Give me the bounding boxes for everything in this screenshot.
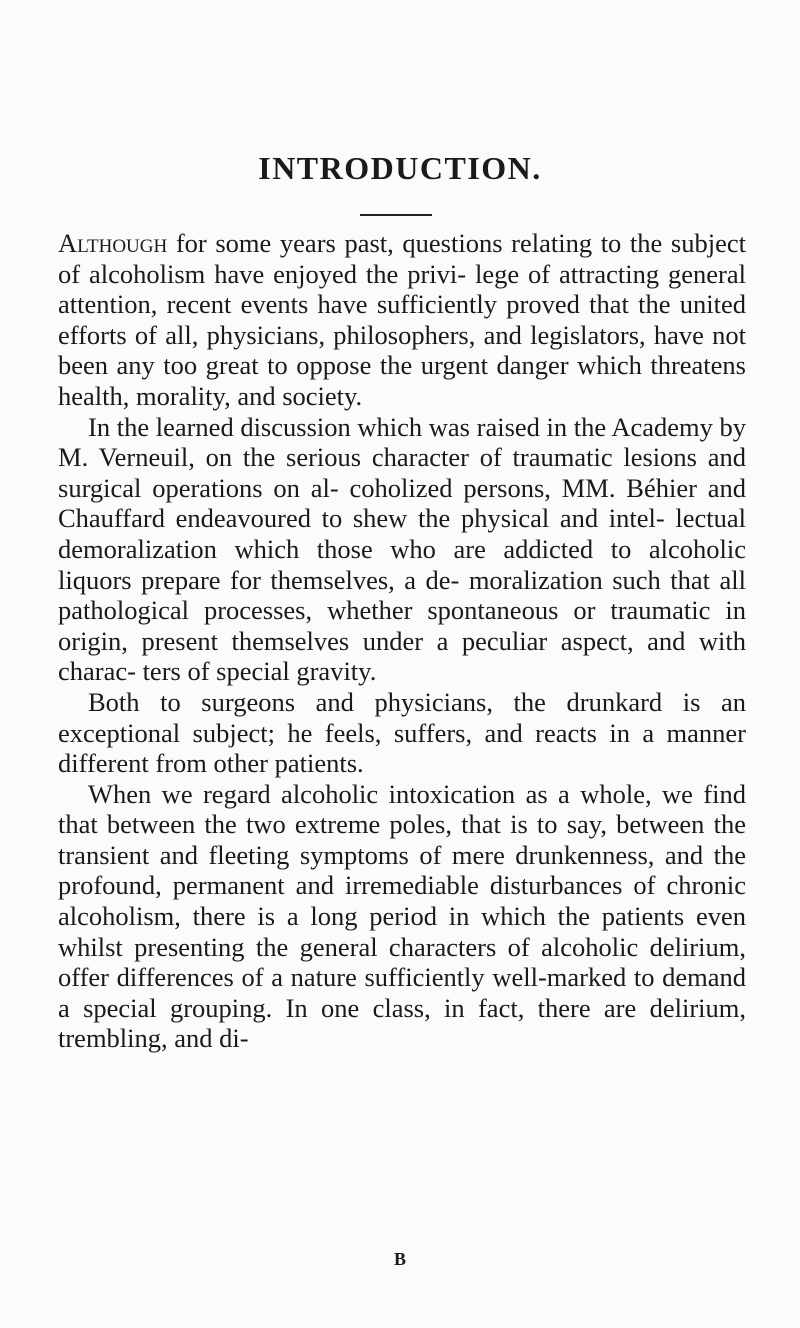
body-text [58, 228, 746, 1054]
paragraph-1-text: for some years past, questions relating to the subject of alcoholism have enjoyed the privi- lege of attracting general attention, recent events have sufficiently proved that the united efforts of all, physicians, philosophers, and legislators, have not been any too great to oppose the urgent danger which threatens health, morality, and society. [58, 228, 746, 411]
paragraph-4: When we regard alcoholic intoxication as a whole, we find that between the two extreme poles, that is to say, between the transient and fleeting symptoms of mere drunkenness, and the profound, permanent and irremediable disturbances of chronic alcoholism, there is a long period in which the patients even whilst presenting the general characters of alcoholic delirium, offer differences of a nature sufficiently well-marked to demand a special grouping. In one class, in fact, there are delirium, trembling, and di- [58, 778, 746, 1054]
paragraph-1 [58, 228, 746, 412]
paragraph-1-lead: Although [58, 228, 168, 258]
page-title: INTRODUCTION. [258, 150, 542, 186]
paragraph-2: In the learned discussion which was raised in the Academy by M. Verneuil, on the serious character of traumatic lesions and surgical operations on al- coholized persons, MM. Béhier and Chauffard endeavoured to shew the physical and intel- lectual demoralization which those who are addicted to alcoholic liquors prepare for themselves, a de- moralization such that all pathological processes, whether spontaneous or traumatic in origin, present themselves under a peculiar aspect, and with charac- ters of special gravity. [58, 411, 746, 687]
title-rule [360, 214, 432, 216]
signature-mark: B [393, 1249, 406, 1269]
paragraph-3: Both to surgeons and physicians, the drunkard is an exceptional subject; he feels, suffers, and reacts in a manner different from other patients. [58, 686, 746, 779]
